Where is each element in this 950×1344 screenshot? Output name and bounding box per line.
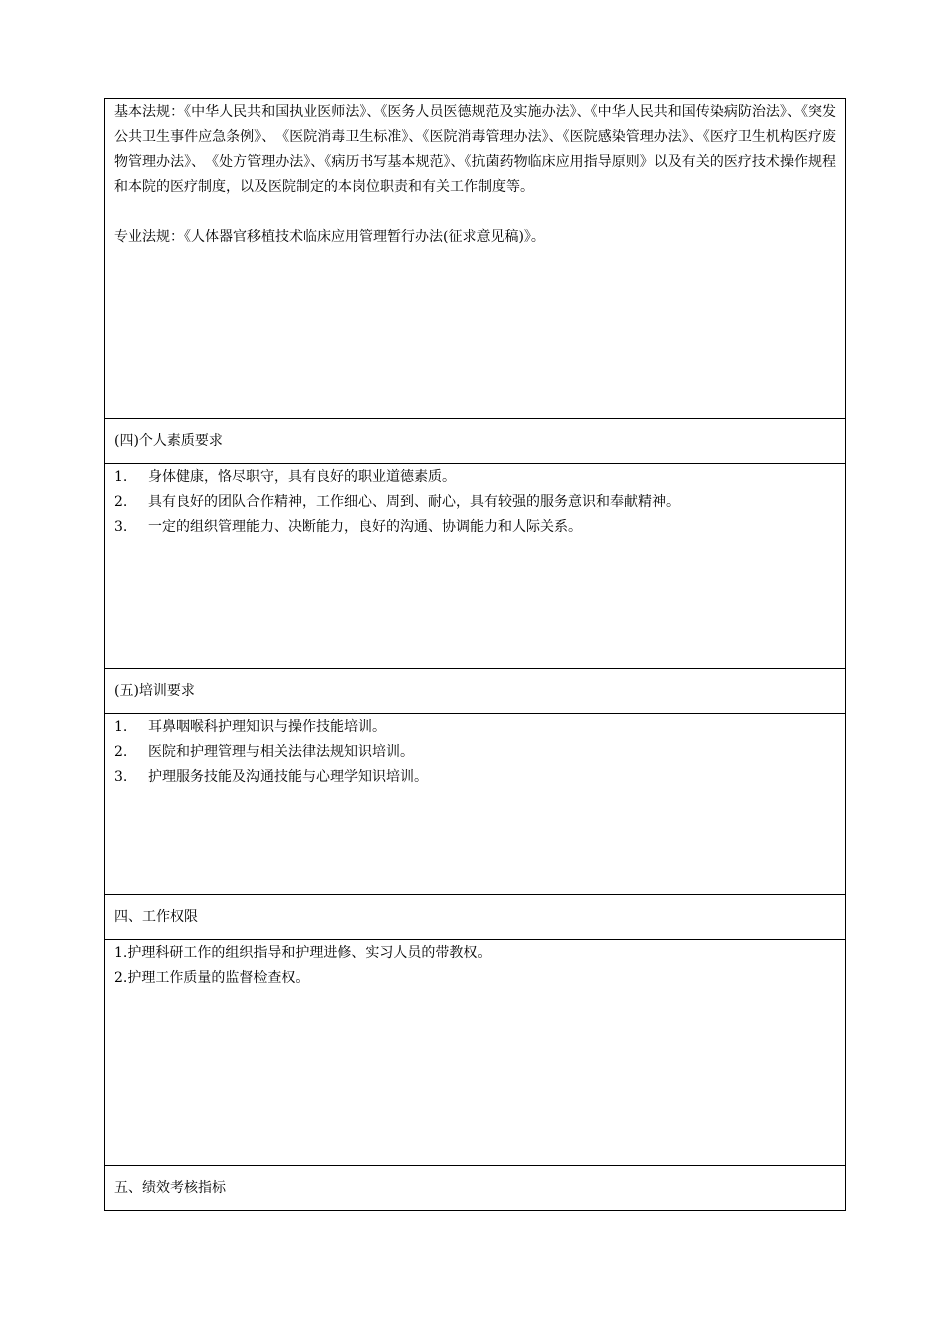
authority-heading-cell	[105, 894, 845, 939]
list-item-text: 护理服务技能及沟通技能与心理学知识培训。	[148, 769, 428, 785]
personal-quality-list-cell	[105, 463, 845, 668]
personal-quality-heading: (四)个人素质要求	[114, 433, 223, 449]
list-item-text: 身体健康，恪尽职守，具有良好的职业道德素质。	[148, 469, 456, 485]
performance-heading: 五、绩效考核指标	[114, 1180, 226, 1196]
authority-line: 2.护理工作质量的监督检查权。	[114, 970, 310, 986]
list-item	[114, 465, 836, 490]
list-item	[114, 765, 836, 790]
list-item-text: 医院和护理管理与相关法律法规知识培训。	[148, 744, 414, 760]
authority-list-cell	[105, 939, 845, 1165]
performance-heading-cell	[105, 1165, 845, 1210]
authority-heading: 四、工作权限	[114, 909, 198, 925]
list-item	[114, 490, 836, 515]
basic-regulations-text: 基本法规：《中华人民共和国执业医师法》、《医务人员医德规范及实施办法》、《中华人民共和国传染病防治法》、《突发公共卫生事件应急条例》、 《医院消毒卫生标准》、《医院消毒管理办法》、《医院感染管理办法》、《医疗卫生机构医疗废物管理办法》、 《处方管理办法》、《病历书写基本规范》、《抗菌药物临床应用指导原则》以及有关的医疗技术操作规程和本院的医疗制度，以及医院制定的本岗位职责和有关工作制度等。	[114, 104, 836, 195]
authority-line: 1.护理科研工作的组织指导和护理进修、实习人员的带教权。	[114, 945, 492, 961]
job-description-table	[104, 98, 846, 1211]
training-heading-cell	[105, 668, 845, 713]
list-item-number: 2.	[114, 744, 128, 760]
list-item-text: 具有良好的团队合作精神，工作细心、周到、耐心，具有较强的服务意识和奉献精神。	[148, 494, 680, 510]
personal-quality-heading-cell	[105, 418, 845, 463]
professional-regulations-text: 专业法规：《人体器官移植技术临床应用管理暂行办法(征求意见稿)》。	[114, 229, 545, 245]
list-item	[114, 715, 836, 740]
list-item-number: 1.	[114, 469, 128, 485]
list-item-number: 3.	[114, 769, 128, 785]
training-list-cell	[105, 713, 845, 894]
regulations-cell	[105, 99, 845, 418]
paragraph-spacer	[114, 200, 836, 225]
list-item-number: 2.	[114, 494, 128, 510]
list-item	[114, 740, 836, 765]
list-item	[114, 515, 836, 540]
list-item-number: 1.	[114, 719, 128, 735]
list-item-number: 3.	[114, 519, 128, 535]
list-item-text: 耳鼻咽喉科护理知识与操作技能培训。	[148, 719, 386, 735]
training-heading: (五)培训要求	[114, 683, 195, 699]
list-item-text: 一定的组织管理能力、决断能力，良好的沟通、协调能力和人际关系。	[148, 519, 582, 535]
